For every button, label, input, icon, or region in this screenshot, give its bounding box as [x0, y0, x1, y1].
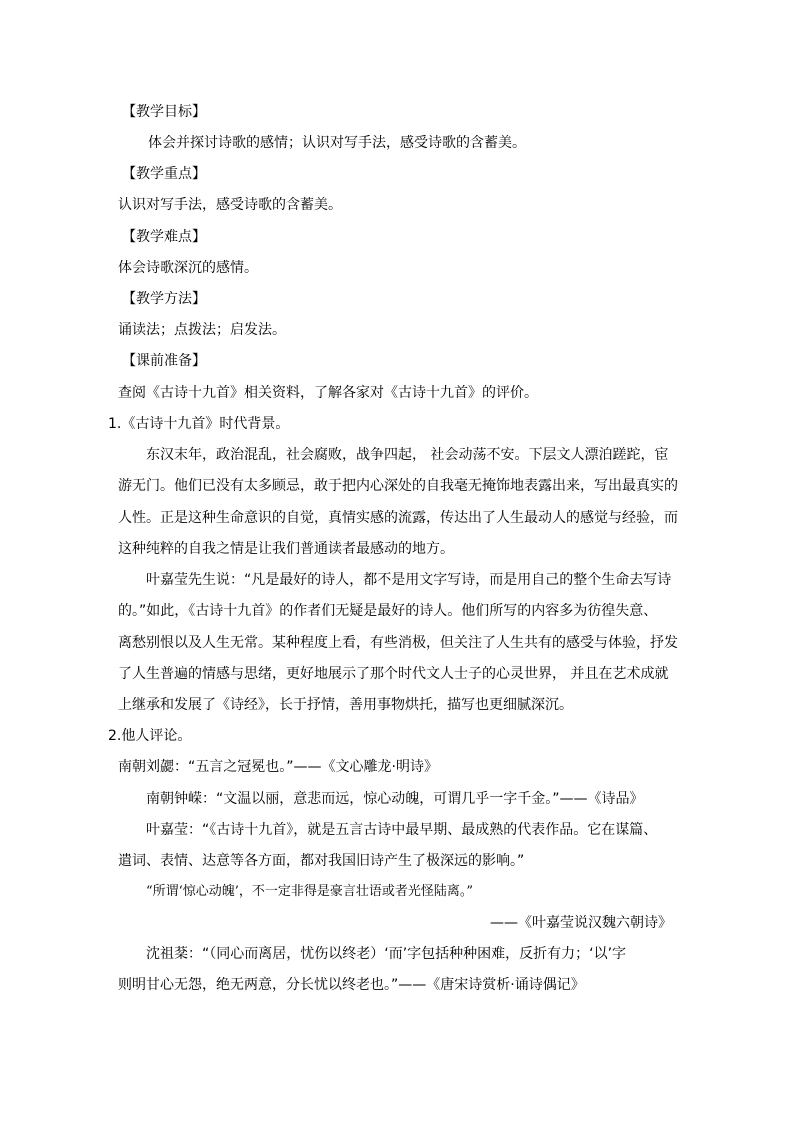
part2-title: 2.他人评论。: [108, 728, 192, 744]
quote-liu-xie: 南朝刘勰：“五言之冠冕也。”——《文心雕龙·明诗》: [118, 759, 438, 775]
part1-p2-line: 的。”如此，《古诗十九首》的作者们无疑是最好的诗人。他们所写的内容多为彷徨失意、: [118, 603, 658, 619]
prep-text: 查阅《古诗十九首》相关资料，了解各家对《古诗十九首》的评价。: [118, 385, 538, 401]
goal-heading: 【教学目标】: [122, 104, 206, 120]
quote-shen-zufen-line: 沈祖棻：“（同心而离居，忧伤以终老）‘而’字包括种种困难，反折有力；‘以’字: [146, 946, 627, 962]
part1-p1-line: 东汉末年，政治混乱，社会腐败，战争四起， 社会动荡不安。下层文人漂泊蹉跎，宦: [146, 447, 669, 463]
part1-p2-line: 离愁别恨以及人生无常。某种程度上看，有些消极，但关注了人生共有的感受与体验，抒发: [118, 635, 678, 651]
focus-text: 认识对写手法，感受诗歌的含蓄美。: [118, 197, 342, 213]
difficulty-heading: 【教学难点】: [122, 229, 206, 245]
part1-p1-line: 人性。正是这种生命意识的自觉，真情实感的流露，传达出了人生最动人的感觉与经验，而: [118, 510, 678, 526]
difficulty-text: 体会诗歌深沉的感情。: [118, 260, 258, 276]
quote-ye-jiaying-extra: “所谓‘惊心动魄’，不一定非得是豪言壮语或者光怪陆离。”: [146, 884, 474, 899]
part1-title: 1.《古诗十九首》时代背景。: [108, 416, 290, 432]
part1-p2-line: 上继承和发展了《诗经》，长于抒情，善用事物烘托，描写也更细腻深沉。: [118, 697, 573, 713]
part1-p1-line: 这种纯粹的自我之情是让我们普通读者最感动的地方。: [118, 541, 454, 557]
method-heading: 【教学方法】: [122, 291, 206, 307]
prep-heading: 【课前准备】: [122, 353, 206, 369]
method-text: 诵读法；点拨法；启发法。: [118, 322, 286, 338]
part1-p2-line: 叶嘉莹先生说：“凡是最好的诗人，都不是用文字写诗，而是用自己的整个生命去写诗: [146, 572, 672, 588]
focus-heading: 【教学重点】: [122, 166, 206, 182]
part1-p2-line: 了人生普遍的情感与思绪，更好地展示了那个时代文人士子的心灵世界， 并且在艺术成就: [118, 666, 669, 682]
quote-ye-jiaying-source: ——《叶嘉莹说汉魏六朝诗》: [490, 915, 672, 931]
quote-ye-jiaying-line: 遣词、表情、达意等各方面，都对我国旧诗产生了极深远的影响。”: [118, 853, 525, 869]
goal-text: 体会并探讨诗歌的感情；认识对写手法，感受诗歌的含蓄美。: [148, 135, 526, 151]
quote-ye-jiaying-line: 叶嘉莹：“《古诗十九首》，就是五言古诗中最早期、最成熟的代表作品。它在谋篇、: [146, 822, 658, 838]
quote-shen-zufen-line: 则明甘心无怨，绝无两意，分长忧以终老也。”——《唐宋诗赏析·诵诗偶记》: [118, 977, 585, 993]
part1-p1-line: 游无门。他们已没有太多顾忌，敢于把内心深处的自我毫无掩饰地表露出来，写出最真实的: [118, 478, 678, 494]
quote-zhong-rong: 南朝钟嵘：“文温以丽，意悲而远，惊心动魄，可谓几乎一字千金。”——《诗品》: [146, 791, 644, 807]
